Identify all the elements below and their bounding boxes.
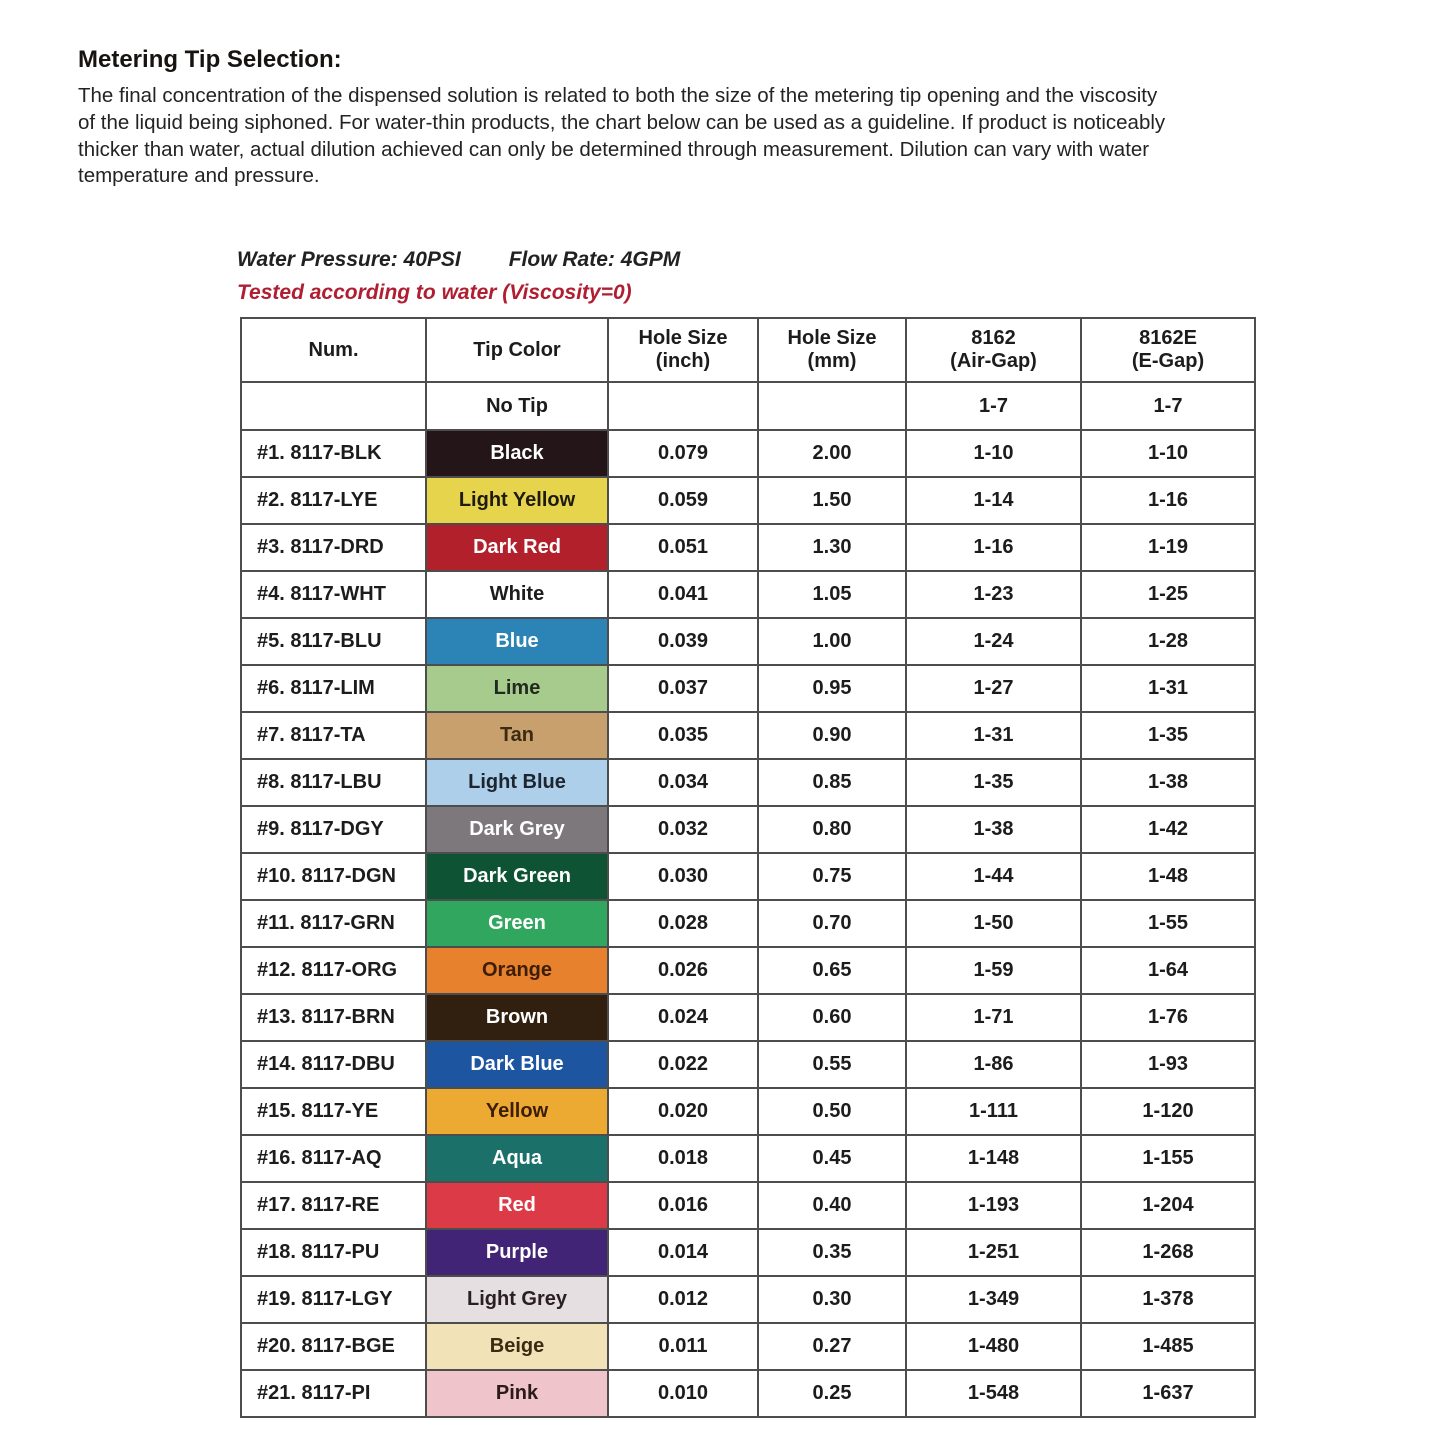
airgap-cell: 1-27: [906, 665, 1081, 712]
num-cell: #15. 8117-YE: [241, 1088, 426, 1135]
tested-note: Tested according to water (Viscosity=0): [237, 281, 632, 305]
egap-cell: 1-204: [1081, 1182, 1255, 1229]
table-row: [241, 665, 1255, 712]
egap-cell: 1-16: [1081, 477, 1255, 524]
tip-color-swatch: Red: [426, 1182, 608, 1229]
intro-paragraph-line: temperature and pressure.: [78, 164, 320, 188]
intro-paragraph: [78, 83, 1373, 190]
egap-cell: 1-55: [1081, 900, 1255, 947]
column-header-num: Num.: [241, 318, 426, 382]
table-row: [241, 947, 1255, 994]
num-cell: #6. 8117-LIM: [241, 665, 426, 712]
num-cell: #1. 8117-BLK: [241, 430, 426, 477]
num-cell: [241, 382, 426, 430]
airgap-cell: 1-71: [906, 994, 1081, 1041]
hole-size-mm-cell: 0.90: [758, 712, 906, 759]
hole-size-mm-cell: 1.00: [758, 618, 906, 665]
column-header-airgap-8162: 8162 (Air-Gap): [906, 318, 1081, 382]
egap-cell: 1-25: [1081, 571, 1255, 618]
table-row: [241, 1370, 1255, 1417]
tip-color-swatch: White: [426, 571, 608, 618]
tip-color-swatch: Aqua: [426, 1135, 608, 1182]
num-cell: #18. 8117-PU: [241, 1229, 426, 1276]
hole-size-inch-cell: 0.051: [608, 524, 758, 571]
hole-size-mm-cell: 0.40: [758, 1182, 906, 1229]
tip-color-swatch: Dark Red: [426, 524, 608, 571]
hole-size-mm-cell: 0.60: [758, 994, 906, 1041]
table-row: [241, 1088, 1255, 1135]
table-header-row: [241, 318, 1255, 382]
hole-size-inch-cell: 0.016: [608, 1182, 758, 1229]
tip-color-swatch: Dark Blue: [426, 1041, 608, 1088]
table-row: [241, 759, 1255, 806]
table-body: [241, 382, 1255, 1417]
hole-size-mm-cell: [758, 382, 906, 430]
intro-paragraph-line: thicker than water, actual dilution achieved can only be determined through measurement. Dilution can vary with water: [78, 137, 1150, 161]
table-row: [241, 900, 1255, 947]
num-cell: #16. 8117-AQ: [241, 1135, 426, 1182]
egap-cell: 1-268: [1081, 1229, 1255, 1276]
tip-color-swatch: Light Yellow: [426, 477, 608, 524]
num-cell: #2. 8117-LYE: [241, 477, 426, 524]
airgap-cell: 1-548: [906, 1370, 1081, 1417]
hole-size-mm-cell: 0.45: [758, 1135, 906, 1182]
hole-size-mm-cell: 0.55: [758, 1041, 906, 1088]
airgap-cell: 1-10: [906, 430, 1081, 477]
airgap-cell: 1-480: [906, 1323, 1081, 1370]
table-row: [241, 524, 1255, 571]
hole-size-inch-cell: 0.014: [608, 1229, 758, 1276]
water-pressure-label: Water Pressure: 40PSI: [237, 248, 461, 272]
tip-color-swatch: Yellow: [426, 1088, 608, 1135]
tip-color-swatch: Purple: [426, 1229, 608, 1276]
egap-cell: 1-155: [1081, 1135, 1255, 1182]
tip-color-swatch: Lime: [426, 665, 608, 712]
airgap-cell: 1-14: [906, 477, 1081, 524]
column-header-tip-color: Tip Color: [426, 318, 608, 382]
table-row: [241, 712, 1255, 759]
airgap-cell: 1-148: [906, 1135, 1081, 1182]
hole-size-mm-cell: 0.75: [758, 853, 906, 900]
num-cell: #5. 8117-BLU: [241, 618, 426, 665]
intro-paragraph-line: The final concentration of the dispensed solution is related to both the size of the metering tip opening and the viscosity: [78, 84, 1158, 107]
egap-cell: 1-38: [1081, 759, 1255, 806]
num-cell: #8. 8117-LBU: [241, 759, 426, 806]
hole-size-mm-cell: 0.50: [758, 1088, 906, 1135]
hole-size-inch-cell: 0.039: [608, 618, 758, 665]
num-cell: #21. 8117-PI: [241, 1370, 426, 1417]
airgap-cell: 1-16: [906, 524, 1081, 571]
airgap-cell: 1-7: [906, 382, 1081, 430]
intro-paragraph-line: of the liquid being siphoned. For water-thin products, the chart below can be used as a guideline. If product is noticeably: [78, 110, 1166, 134]
hole-size-mm-cell: 1.05: [758, 571, 906, 618]
hole-size-inch-cell: 0.028: [608, 900, 758, 947]
tip-color-swatch: Tan: [426, 712, 608, 759]
table-row: [241, 1276, 1255, 1323]
hole-size-inch-cell: 0.030: [608, 853, 758, 900]
tip-color-swatch: Blue: [426, 618, 608, 665]
hole-size-mm-cell: 1.50: [758, 477, 906, 524]
table-row: [241, 1323, 1255, 1370]
hole-size-inch-cell: 0.011: [608, 1323, 758, 1370]
table-row: [241, 994, 1255, 1041]
hole-size-mm-cell: 1.30: [758, 524, 906, 571]
column-header-egap-8162e: 8162E (E-Gap): [1081, 318, 1255, 382]
metering-tip-table: [240, 317, 1256, 1418]
egap-cell: 1-93: [1081, 1041, 1255, 1088]
hole-size-mm-cell: 0.25: [758, 1370, 906, 1417]
hole-size-mm-cell: 0.30: [758, 1276, 906, 1323]
airgap-cell: 1-24: [906, 618, 1081, 665]
hole-size-mm-cell: 0.70: [758, 900, 906, 947]
airgap-cell: 1-35: [906, 759, 1081, 806]
egap-cell: 1-76: [1081, 994, 1255, 1041]
table-row: [241, 571, 1255, 618]
hole-size-mm-cell: 0.85: [758, 759, 906, 806]
table-row: [241, 477, 1255, 524]
hole-size-inch-cell: 0.079: [608, 430, 758, 477]
table-row: [241, 382, 1255, 430]
column-header-hole-size-inch: Hole Size (inch): [608, 318, 758, 382]
hole-size-inch-cell: 0.012: [608, 1276, 758, 1323]
egap-cell: 1-7: [1081, 382, 1255, 430]
hole-size-mm-cell: 0.65: [758, 947, 906, 994]
tip-color-swatch: Dark Green: [426, 853, 608, 900]
tip-color-swatch: Orange: [426, 947, 608, 994]
airgap-cell: 1-251: [906, 1229, 1081, 1276]
num-cell: #19. 8117-LGY: [241, 1276, 426, 1323]
column-header-hole-size-mm: Hole Size (mm): [758, 318, 906, 382]
egap-cell: 1-485: [1081, 1323, 1255, 1370]
num-cell: #10. 8117-DGN: [241, 853, 426, 900]
tip-color-swatch: Beige: [426, 1323, 608, 1370]
table-row: [241, 1182, 1255, 1229]
hole-size-mm-cell: 0.95: [758, 665, 906, 712]
num-cell: #4. 8117-WHT: [241, 571, 426, 618]
airgap-cell: 1-86: [906, 1041, 1081, 1088]
hole-size-inch-cell: 0.032: [608, 806, 758, 853]
egap-cell: 1-10: [1081, 430, 1255, 477]
num-cell: #3. 8117-DRD: [241, 524, 426, 571]
num-cell: #20. 8117-BGE: [241, 1323, 426, 1370]
table-row: [241, 430, 1255, 477]
num-cell: #14. 8117-DBU: [241, 1041, 426, 1088]
airgap-cell: 1-31: [906, 712, 1081, 759]
egap-cell: 1-64: [1081, 947, 1255, 994]
hole-size-inch-cell: 0.059: [608, 477, 758, 524]
egap-cell: 1-637: [1081, 1370, 1255, 1417]
tip-color-swatch: Pink: [426, 1370, 608, 1417]
hole-size-inch-cell: 0.010: [608, 1370, 758, 1417]
tip-color-swatch: Brown: [426, 994, 608, 1041]
table-row: [241, 618, 1255, 665]
table-row: [241, 806, 1255, 853]
table-row: [241, 1041, 1255, 1088]
hole-size-inch-cell: 0.026: [608, 947, 758, 994]
num-cell: #17. 8117-RE: [241, 1182, 426, 1229]
num-cell: #7. 8117-TA: [241, 712, 426, 759]
tip-color-swatch: Dark Grey: [426, 806, 608, 853]
num-cell: #9. 8117-DGY: [241, 806, 426, 853]
num-cell: #13. 8117-BRN: [241, 994, 426, 1041]
hole-size-mm-cell: 0.27: [758, 1323, 906, 1370]
egap-cell: 1-28: [1081, 618, 1255, 665]
table-header: [241, 318, 1255, 382]
page-title: Metering Tip Selection:: [78, 46, 342, 73]
hole-size-inch-cell: 0.018: [608, 1135, 758, 1182]
flow-rate-label: Flow Rate: 4GPM: [508, 248, 681, 272]
hole-size-inch-cell: 0.035: [608, 712, 758, 759]
tip-color-cell: No Tip: [426, 382, 608, 430]
table-row: [241, 853, 1255, 900]
tip-color-swatch: Black: [426, 430, 608, 477]
airgap-cell: 1-50: [906, 900, 1081, 947]
egap-cell: 1-378: [1081, 1276, 1255, 1323]
egap-cell: 1-48: [1081, 853, 1255, 900]
num-cell: #12. 8117-ORG: [241, 947, 426, 994]
table-row: [241, 1229, 1255, 1276]
hole-size-mm-cell: 0.80: [758, 806, 906, 853]
egap-cell: 1-120: [1081, 1088, 1255, 1135]
tip-color-swatch: Light Grey: [426, 1276, 608, 1323]
hole-size-inch-cell: 0.020: [608, 1088, 758, 1135]
airgap-cell: 1-349: [906, 1276, 1081, 1323]
tip-color-swatch: Light Blue: [426, 759, 608, 806]
hole-size-inch-cell: 0.034: [608, 759, 758, 806]
egap-cell: 1-35: [1081, 712, 1255, 759]
tip-color-swatch: Green: [426, 900, 608, 947]
airgap-cell: 1-23: [906, 571, 1081, 618]
airgap-cell: 1-38: [906, 806, 1081, 853]
hole-size-inch-cell: 0.022: [608, 1041, 758, 1088]
egap-cell: 1-42: [1081, 806, 1255, 853]
num-cell: #11. 8117-GRN: [241, 900, 426, 947]
hole-size-inch-cell: 0.024: [608, 994, 758, 1041]
airgap-cell: 1-193: [906, 1182, 1081, 1229]
hole-size-mm-cell: 0.35: [758, 1229, 906, 1276]
airgap-cell: 1-59: [906, 947, 1081, 994]
egap-cell: 1-31: [1081, 665, 1255, 712]
egap-cell: 1-19: [1081, 524, 1255, 571]
hole-size-mm-cell: 2.00: [758, 430, 906, 477]
airgap-cell: 1-111: [906, 1088, 1081, 1135]
table-row: [241, 1135, 1255, 1182]
airgap-cell: 1-44: [906, 853, 1081, 900]
hole-size-inch-cell: 0.037: [608, 665, 758, 712]
test-conditions: [237, 248, 1367, 272]
hole-size-inch-cell: 0.041: [608, 571, 758, 618]
hole-size-inch-cell: [608, 382, 758, 430]
